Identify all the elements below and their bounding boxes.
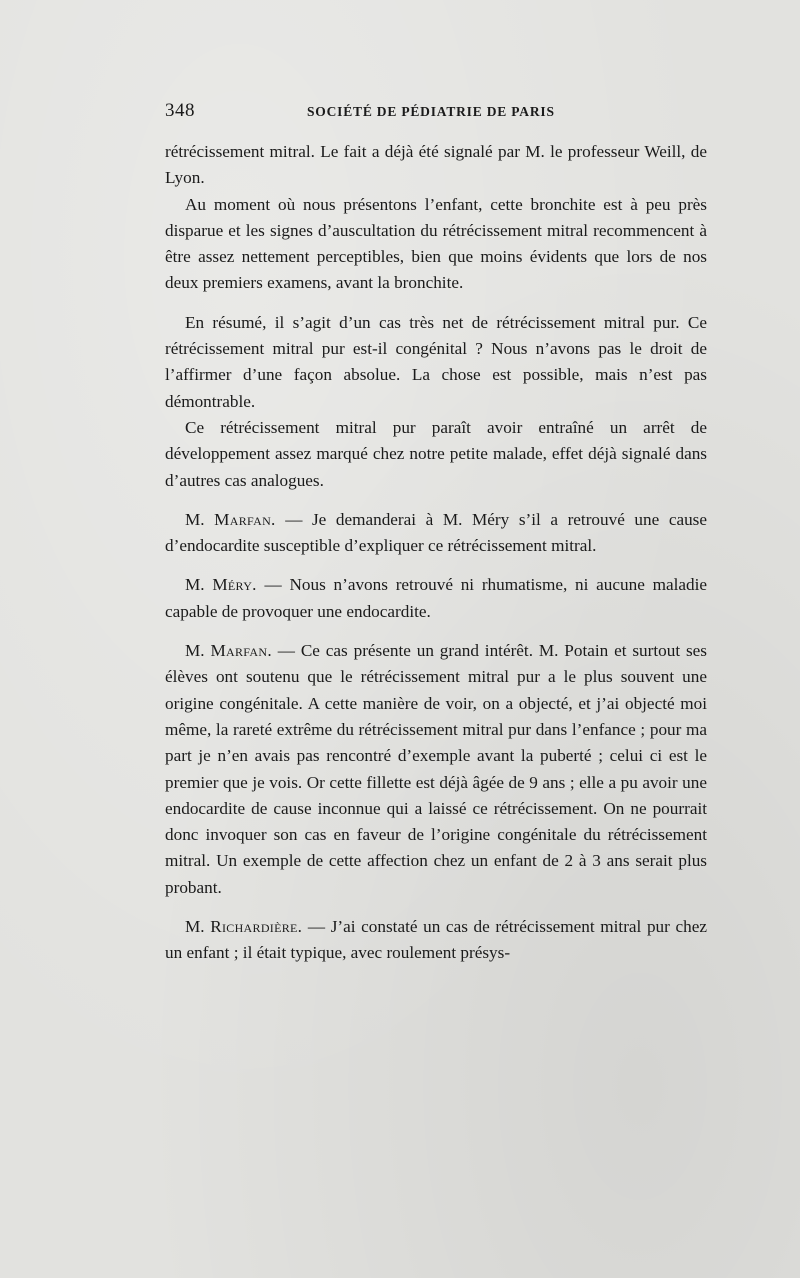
paragraph-1: rétrécissement mitral. Le fait a déjà été signalé par M. le professeur Weill, de Lyon. (165, 142, 707, 188)
paragraph-8 (165, 914, 707, 967)
speaker-name: Marfan. (214, 509, 276, 529)
speech-text: — Ce cas présente un grand intérêt. M. Potain et surtout ses élèves ont soutenu que le rétrécissement mitral pur a le plus souvent une origine congénitale. A cette manière de voir, on a objecté, et j’ai objecté moi même, la rareté extrême du rétrécissement mitral pur dans l’enfance ; pour ma part je n’en avais pas rencontré d’exemple avant la puberté ; celui ci est le premier que je vois. Or cette fillette est déjà âgée de 9 ans ; elle a pu avoir une endocardite de cause inconnue qui a laissé ce rétrécissement. On ne pourrait donc invoquer son cas en faveur de l’origine congénitale du rétrécissement mitral. Un exemple de cette affection chez un enfant de 2 à 3 ans serait plus probant. (165, 641, 707, 897)
paragraph-3: En résumé, il s’agit d’un cas très net de rétrécissement mitral pur. Ce rétrécissement mitral pur est-il congénital ? Nous n’avons pas le droit de l’affirmer d’une façon absolue. La chose est possible, mais n’est pas démontrable. (165, 312, 707, 411)
speaker-prefix: M. (185, 575, 213, 595)
paragraph-7 (165, 638, 707, 901)
speaker-prefix: M. (185, 509, 215, 529)
speaker-name: Richardière. (210, 917, 303, 937)
page-number: 348 (165, 100, 195, 121)
running-title: SOCIÉTÉ DE PÉDIATRIE DE PARIS (307, 104, 555, 119)
speaker-prefix: M. (185, 917, 211, 937)
body-text (165, 139, 707, 967)
speech-text: — J’ai constaté un cas de rétrécissement mitral pur chez un enfant ; il était typique, avec roulement présys- (165, 917, 707, 963)
speech-text: — Je demanderai à M. Méry s’il a retrouvé une cause d’endocardite susceptible d’expliquer ce rétrécissement mitral. (165, 509, 707, 556)
page-header (165, 100, 707, 126)
paragraph-2: Au moment où nous présentons l’enfant, cette bronchite est à peu près disparue et les signes d’auscultation du rétrécissement mitral recommencent à être assez nettement perceptibles, bien que moins évidents que lors de nos deux premiers examens, avant la bronchite. (165, 194, 707, 293)
speech-text: — Nous n’avons retrouvé ni rhumatisme, ni aucune maladie capable de provoquer une endocardite. (165, 575, 707, 621)
paragraph-5 (165, 507, 707, 560)
speaker-name: Marfan. (210, 641, 272, 661)
speaker-prefix: M. (185, 641, 211, 661)
paragraph-4: Ce rétrécissement mitral pur paraît avoir entraîné un arrêt de développement assez marqué chez notre petite malade, effet déjà signalé dans d’autres cas analogues. (165, 417, 707, 490)
paragraph-6 (165, 572, 707, 625)
speaker-name: Méry. (212, 575, 257, 595)
